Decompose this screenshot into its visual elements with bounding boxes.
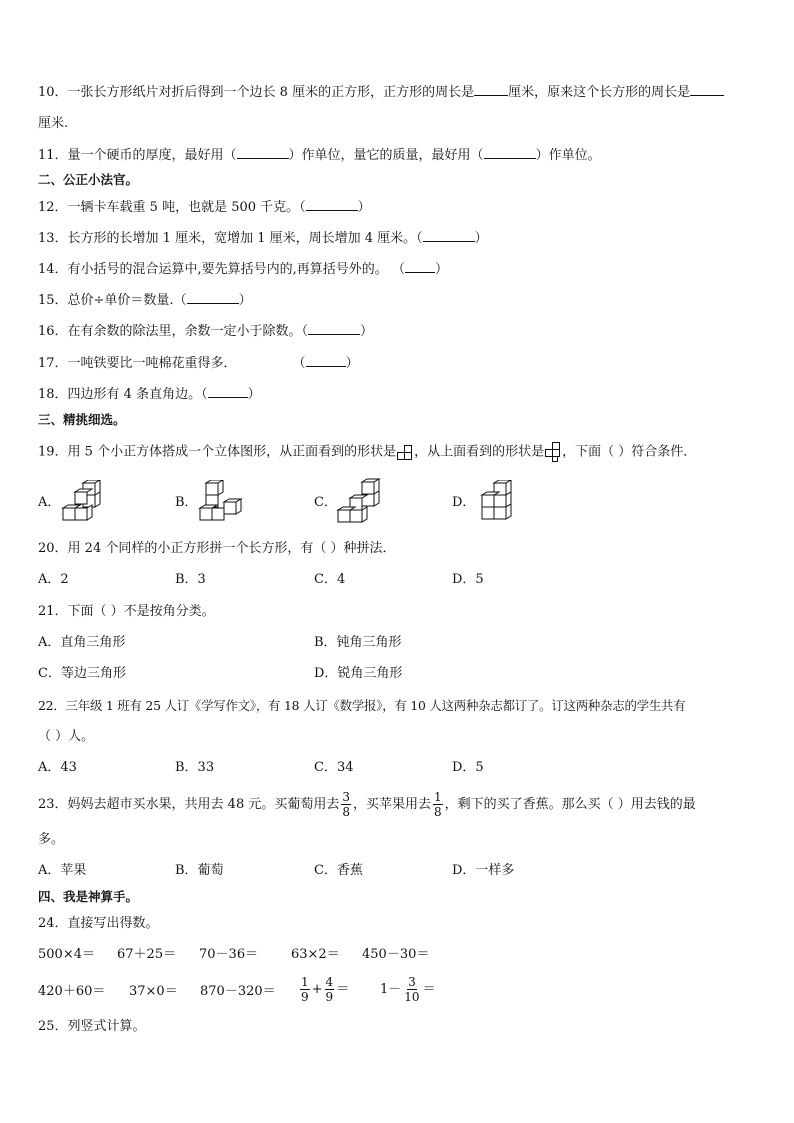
equals-sign: ＝ [336,982,350,997]
plus-sign: + [311,982,323,997]
q10-text-1: 10．一张长方形纸片对折后得到一个边长 8 厘米的正方形，正方形的周长是 [38,85,475,100]
question-24: 24．直接写出得数。 [38,916,159,931]
question-22: 22．三年级 1 班有 25 人订《学写作文》，有 18 人订《数学报》，有 10 人这两种杂志都订了。订这两种杂志的学生共有 [38,698,686,713]
q14-blank[interactable] [405,260,435,273]
q23-text-1: 23．妈妈去超市买水果，共用去 48 元。买葡萄用去 [38,797,340,812]
question-21: 21．下面（ ）不是按角分类。 [38,604,215,619]
q20-option-b[interactable]: B．3 [175,572,206,587]
question-18 [38,385,261,404]
q11-text-3: ）作单位。 [535,148,601,163]
question-14 [38,260,448,279]
q20-option-d[interactable]: D．5 [452,572,484,587]
q12-close: ） [357,200,371,215]
question-15 [38,291,252,310]
q15-text: 15．总价÷单价＝数量.（ [38,293,187,308]
q22-option-b[interactable]: B．33 [175,760,215,775]
q17-open: （ [292,356,306,371]
q23-text-2: ，买苹果用去 [353,797,432,812]
q10-blank-1[interactable] [474,83,508,96]
question-17 [38,354,359,373]
q19-text-2: ，从上面看到的形状是 [414,444,545,460]
calc-item: 450－30＝ [362,947,430,962]
q18-blank[interactable] [208,385,248,398]
q19-option-d-cubes [474,480,518,524]
q23-frac1-den: 8 [342,805,350,819]
q20-option-c[interactable]: C．4 [314,572,346,587]
question-20: 20．用 24 个同样的小正方形拼一个长方形，有（ ）种拼法． [38,541,396,556]
q21-option-b[interactable]: B．钝角三角形 [314,635,402,650]
q22-option-a[interactable]: A．43 [38,760,77,775]
frac-b [325,975,335,1004]
section-2-heading: 二、公正小法官。 [38,172,139,187]
q10-text-2: 厘米，原来这个长方形的周长是 [508,85,691,100]
q23-fraction-grape [341,790,351,819]
q19-option-a-cubes [61,480,107,524]
q23-option-c[interactable]: C．香蕉 [314,863,363,878]
q19-option-c[interactable] [314,494,337,512]
q10-text-3: 厘米. [38,116,69,131]
q19-option-c-cubes [336,478,388,526]
frac-a-num: 1 [301,975,309,989]
question-19 [38,441,696,463]
q23-frac2-den: 8 [434,805,442,819]
q14-close: ） [434,262,448,277]
q22-option-d[interactable]: D．5 [452,760,484,775]
question-16 [38,322,373,341]
q16-text: 16．在有余数的除法里，余数一定小于除数。（ [38,324,309,339]
q11-blank-2[interactable] [484,146,536,159]
q19-option-a[interactable] [38,494,60,512]
front-view-icon [396,443,414,461]
q23-frac1-num: 3 [342,790,350,804]
q11-blank-1[interactable] [237,146,289,159]
q16-blank[interactable] [308,322,360,335]
q15-blank[interactable] [187,291,239,304]
frac-c-den: 10 [404,990,420,1004]
q14-text: 14．有小括号的混合运算中,要先算括号内的,再算括号外的。 （ [38,262,405,277]
q16-close: ） [360,324,374,339]
calc-item: 37×0＝ [129,984,178,999]
q15-close: ） [238,293,252,308]
q17-close: ） [345,356,359,371]
calc-item: 500×4＝ [38,947,95,962]
q11-text-2: ）作单位，量它的质量，最好用（ [288,148,484,163]
q13-blank[interactable] [423,229,475,242]
q23-frac2-num: 1 [434,790,442,804]
frac-a-den: 9 [301,990,309,1004]
q18-close: ） [247,387,261,402]
question-13 [38,229,488,248]
calc-item: 63×2＝ [291,947,340,962]
q23-fraction-apple [433,790,443,819]
q10-blank-2[interactable] [690,83,724,96]
q20-option-a[interactable]: A．2 [38,572,69,587]
q11-text-1: 11．量一个硬币的厚度，最好用（ [38,148,237,163]
q19-option-a-label: A． [38,495,61,510]
calc-item: 420＋60＝ [38,984,106,999]
question-10 [38,83,724,102]
q17-blank[interactable] [306,354,346,367]
q13-close: ） [474,231,488,246]
frac-b-den: 9 [325,990,334,1004]
calc-fraction-subtract [380,970,436,1010]
q19-option-d[interactable] [452,494,475,512]
q12-blank[interactable] [306,198,358,211]
q19-option-c-label: C． [314,495,337,510]
frac-b-num: 4 [325,975,334,989]
question-11 [38,146,601,165]
q23-text-3: ，剩下的买了香蕉。那么买（ ）用去钱的最 [444,797,696,812]
calc-item: 870－320＝ [200,984,276,999]
calc-fraction-sum [298,970,349,1010]
q23-option-b[interactable]: B．葡萄 [175,863,224,878]
section-4-heading: 四、我是神算手。 [38,889,139,904]
q19-text-1: 19．用 5 个小正方体搭成一个立体图形，从正面看到的形状是 [38,444,397,460]
q12-text: 12．一辆卡车载重 5 吨，也就是 500 千克。（ [38,200,306,215]
q22-option-c[interactable]: C．34 [314,760,354,775]
question-23-cont: 多。 [38,832,65,847]
equals-sign: ＝ [422,982,436,997]
frac-c-num: 3 [408,975,416,989]
q19-option-b[interactable] [175,494,198,512]
question-10-cont [38,115,68,133]
question-22-cont: （ ）人。 [38,729,95,744]
question-25: 25．列竖式计算。 [38,1019,146,1034]
q19-option-d-label: D． [452,495,476,510]
calc-item: 70－36＝ [199,947,259,962]
q21-option-c[interactable]: C．等边三角形 [38,666,126,681]
q21-option-a[interactable]: A．直角三角形 [38,635,126,650]
question-12 [38,198,371,217]
q23-option-d[interactable]: D．一样多 [452,863,515,878]
question-23 [38,788,696,822]
q21-option-d[interactable]: D．锐角三角形 [314,666,403,681]
q19-option-b-label: B． [175,495,198,510]
calc-item: 67＋25＝ [117,947,177,962]
frac-a [300,975,310,1004]
one-minus: 1－ [380,982,402,997]
q19-text-3: ，下面（ ）符合条件． [562,444,697,460]
section-3-heading: 三、精挑细选。 [38,412,126,427]
top-view-icon [544,441,562,463]
q23-option-a[interactable]: A．苹果 [38,863,87,878]
frac-c [403,975,420,1004]
q18-text: 18．四边形有 4 条直角边。（ [38,387,208,402]
q13-text: 13．长方形的长增加 1 厘米，宽增加 1 厘米，周长增加 4 厘米。（ [38,231,423,246]
q19-option-b-cubes [198,480,248,524]
q17-text: 17．一吨铁要比一吨棉花重得多． [38,356,237,371]
